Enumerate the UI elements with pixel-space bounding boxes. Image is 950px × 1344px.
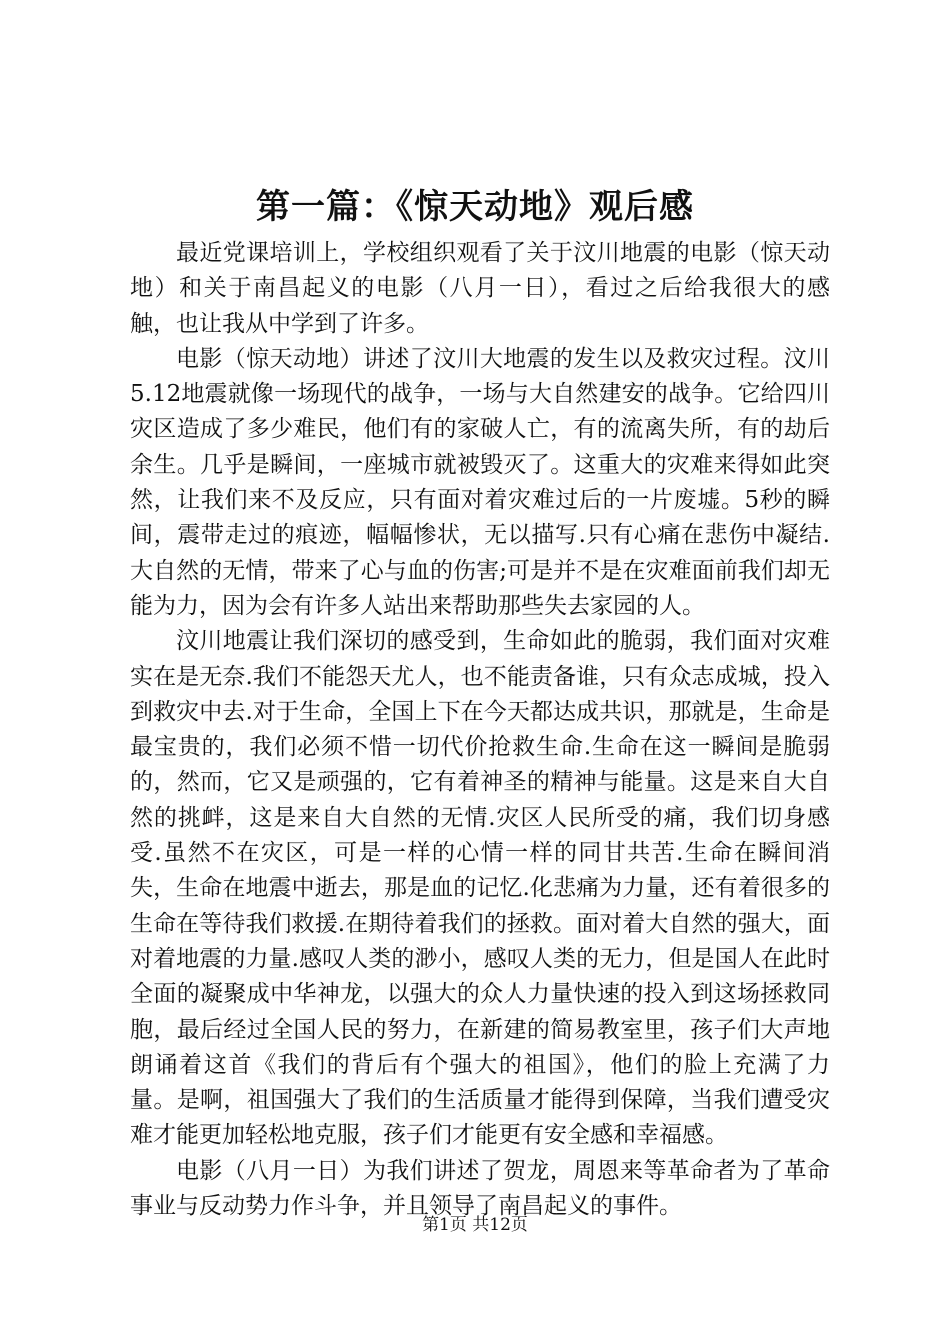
page-number-current: 第1页 (422, 1215, 467, 1235)
document-title: 第一篇：《惊天动地》观后感 (256, 187, 694, 227)
paragraph-4: 电影（八月一日）为我们讲述了贺龙，周恩来等革命者为了革命事业与反动势力作斗争，并且领导了南昌起义的事件。 (130, 1157, 830, 1220)
page-footer (0, 1213, 950, 1237)
paragraph-3: 汶川地震让我们深切的感受到，生命如此的脆弱，我们面对灾难实在是无奈.我们不能怨天尤人，也不能责备谁，只有众志成城，投入到救灾中去.对于生命，全国上下在今天都达成共识，那就是，生命是最宝贵的，我们必须不惜一切代价抢救生命.生命在这一瞬间是脆弱的，然而，它又是顽强的，它有着神圣的精神与能量。这是来自大自然的挑衅，这是来自大自然的无情.灾区人民所受的痛，我们切身感受.虽然不在灾区，可是一样的心情一样的同甘共苦.生命在瞬间消失，生命在地震中逝去，那是血的记忆.化悲痛为力量，还有着很多的生命在等待我们救援.在期待着我们的拯救。面对着大自然的强大，面对着地震的力量.感叹人类的渺小，感叹人类的无力，但是国人在此时全面的凝聚成中华神龙，以强大的众人力量快速的投入到这场拯救同胞，最后经过全国人民的努力，在新建的简易教室里，孩子们大声地朗诵着这首《我们的背后有个强大的祖国》，他们的脸上充满了力量。是啊，祖国强大了我们的生活质量才能得到保障，当我们遭受灾难才能更加轻松地克服，孩子们才能更有安全感和幸福感。 (130, 628, 830, 1149)
paragraph-1: 最近党课培训上，学校组织观看了关于汶川地震的电影（惊天动地）和关于南昌起义的电影（八月一日），看过之后给我很大的感触，也让我从中学到了许多。 (130, 240, 830, 337)
document-body (130, 236, 830, 1224)
page-number-total: 共12页 (472, 1215, 528, 1235)
paragraph-2: 电影（惊天动地）讲述了汶川大地震的发生以及救灾过程。汶川5.12地震就像一场现代的战争，一场与大自然建安的战争。它给四川灾区造成了多少难民，他们有的家破人亡，有的流离失所，有的劫后余生。几乎是瞬间，一座城市就被毁灭了。这重大的灾难来得如此突然，让我们来不及反应，只有面对着灾难过后的一片废墟。5秒的瞬间，震带走过的痕迹，幅幅惨状，无以描写.只有心痛在悲伤中凝结.大自然的无情，带来了心与血的伤害;可是并不是在灾难面前我们却无能为力，因为会有许多人站出来帮助那些失去家园的人。 (130, 345, 830, 619)
